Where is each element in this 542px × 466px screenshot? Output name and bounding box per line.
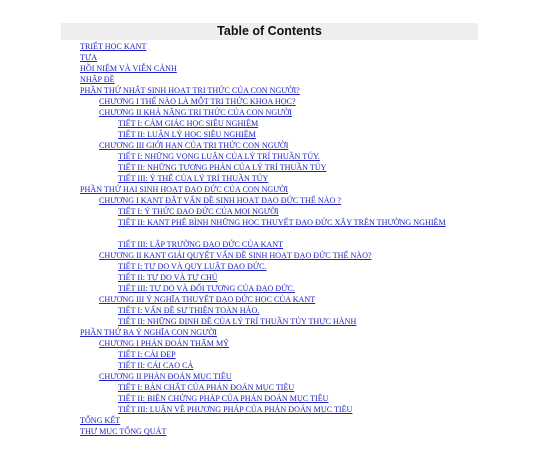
toc-entry-phan-thu-nhat[interactable]: PHẦN THỨ NHẤT SINH HOẠT TRI THỨC CỦA CON NGƯỜI?: [80, 86, 300, 95]
toc-entry-p2-c1-tiet-3[interactable]: TIẾT III: LẬP TRƯỜNG ĐẠO ĐỨC CỦA KANT: [118, 240, 284, 249]
toc-title: Table of Contents: [61, 23, 478, 40]
toc-entry-p1-chuong-1[interactable]: CHƯƠNG I THẾ NÀO LÀ MỘT TRI THỨC KHOA HỌC?: [99, 97, 296, 106]
toc-entry-p1-chuong-3[interactable]: CHƯƠNG III GIỚI HẠN CỦA TRI THỨC CON NGƯỜI: [99, 141, 289, 150]
toc-entry-thu-muc[interactable]: THƯ MỤC TỔNG QUÁT: [80, 427, 167, 436]
toc-entry-p1-c2-tiet-2[interactable]: TIẾT II: LUẬN LÝ HỌC SIÊU NGHIỆM: [118, 130, 256, 139]
toc-entry-p2-c2-tiet-2[interactable]: TIẾT II: TỰ DO VÀ TỰ CHỦ: [118, 273, 218, 282]
toc-entry-p2-chuong-1[interactable]: CHƯƠNG I KANT ĐẶT VẤN ĐỀ SINH HOẠT ĐẠO ĐỨC THẾ NÀO ?: [99, 196, 342, 205]
toc-entry-p1-c2-tiet-1[interactable]: TIẾT I: CẢM GIÁC HỌC SIÊU NGHIỆM: [118, 119, 259, 128]
toc-entry-p2-c1-tiet-2[interactable]: TIẾT II: KANT PHÊ BÌNH NHỮNG HỌC THUYẾT ĐẠO ĐỨC XÂY TRÊN THƯỜNG NGHIỆM: [118, 218, 446, 227]
toc-entry-p3-c2-tiet-2[interactable]: TIẾT II: BIỆN CHỨNG PHÁP CỦA PHÁN ĐOÁN MỤC TIÊU: [118, 394, 329, 403]
toc-entry-tua[interactable]: TỰA: [80, 53, 98, 62]
toc-entry-p3-c2-tiet-1[interactable]: TIẾT I: BẢN CHẤT CỦA PHÁN ĐOÁN MỤC TIÊU: [118, 383, 295, 392]
toc-entry-triet-hoc-kant[interactable]: TRIẾT HỌC KANT: [80, 42, 147, 51]
toc-entry-p1-c3-tiet-2[interactable]: TIẾT II: NHỮNG TƯƠNG PHẢN CỦA LÝ TRÍ THUẦN TÚY: [118, 163, 327, 172]
toc-entry-p2-chuong-2[interactable]: CHƯƠNG II KANT GIẢI QUYẾT VẤN ĐỀ SINH HOẠT ĐẠO ĐỨC THẾ NÀO?: [99, 251, 372, 260]
toc-entry-p3-c2-tiet-3[interactable]: TIẾT III: LUẬN VỀ PHƯƠNG PHÁP CỦA PHÁN ĐOÁN MỤC TIÊU: [118, 405, 353, 414]
toc-entry-p3-chuong-1[interactable]: CHƯƠNG I PHÁN ĐOÁN THẨM MỸ: [99, 339, 230, 348]
toc-entry-phan-thu-ba[interactable]: PHẦN THỨ BA Ý NGHĨA CON NGƯỜI: [80, 328, 217, 337]
toc-entry-hoi-niem[interactable]: HỒI NIỆM VÀ VIỄN CẢNH: [80, 64, 177, 73]
toc-entry-p2-c3-tiet-1[interactable]: TIẾT I: VẤN ĐỀ SỰ THIỆN TOÀN HẢO.: [118, 306, 260, 315]
toc-entry-p3-c1-tiet-2[interactable]: TIẾT II: CÁI CAO CẢ: [118, 361, 194, 370]
toc-entry-phan-thu-hai[interactable]: PHẦN THỨ HAI SINH HOẠT ĐẠO ĐỨC CỦA CON NGƯỜI: [80, 185, 289, 194]
toc-entry-p3-chuong-2[interactable]: CHƯƠNG II PHÁN ĐOÁN MỤC TIÊU: [99, 372, 232, 381]
toc-entry-p2-c2-tiet-3[interactable]: TIẾT III: TỰ DO VÀ ĐỐI TƯỢNG CỦA ĐẠO ĐỨC.: [118, 284, 295, 293]
toc-entry-p2-c3-tiet-2[interactable]: TIẾT II: NHỮNG ĐỊNH ĐỀ CỦA LÝ TRÍ THUẦN TÚY THỰC HÀNH: [118, 317, 357, 326]
toc-entry-p2-chuong-3[interactable]: CHƯƠNG III Ý NGHĨA THUYẾT ĐẠO ĐỨC HỌC CỦA KANT: [99, 295, 316, 304]
toc-entry-p1-c3-tiet-1[interactable]: TIẾT I: NHỮNG VỌNG LUẬN CỦA LÝ TRÍ THUẦN TÚY.: [118, 152, 320, 161]
toc-entry-p1-c3-tiet-3[interactable]: TIẾT III: Ý THỂ CỦA LÝ TRÍ THUẦN TÚY: [118, 174, 269, 183]
toc-entry-p2-c2-tiet-1[interactable]: TIẾT I: TỰ DO VÀ QUY LUẬT ĐẠO ĐỨC.: [118, 262, 267, 271]
toc-entry-p3-c1-tiet-1[interactable]: TIẾT I: CÁI ĐẸP: [118, 350, 176, 359]
toc-entry-p2-c1-tiet-1[interactable]: TIẾT I: Ý THỨC ĐẠO ĐỨC CỦA MỌI NGƯỜI: [118, 207, 279, 216]
toc-entry-p1-chuong-2[interactable]: CHƯƠNG II KHẢ NĂNG TRI THỨC CỦA CON NGƯỜI: [99, 108, 293, 117]
toc-entry-nhap-de[interactable]: NHẬP ĐỀ: [80, 75, 115, 84]
toc-entry-tong-ket[interactable]: TỔNG KẾT: [80, 416, 121, 425]
